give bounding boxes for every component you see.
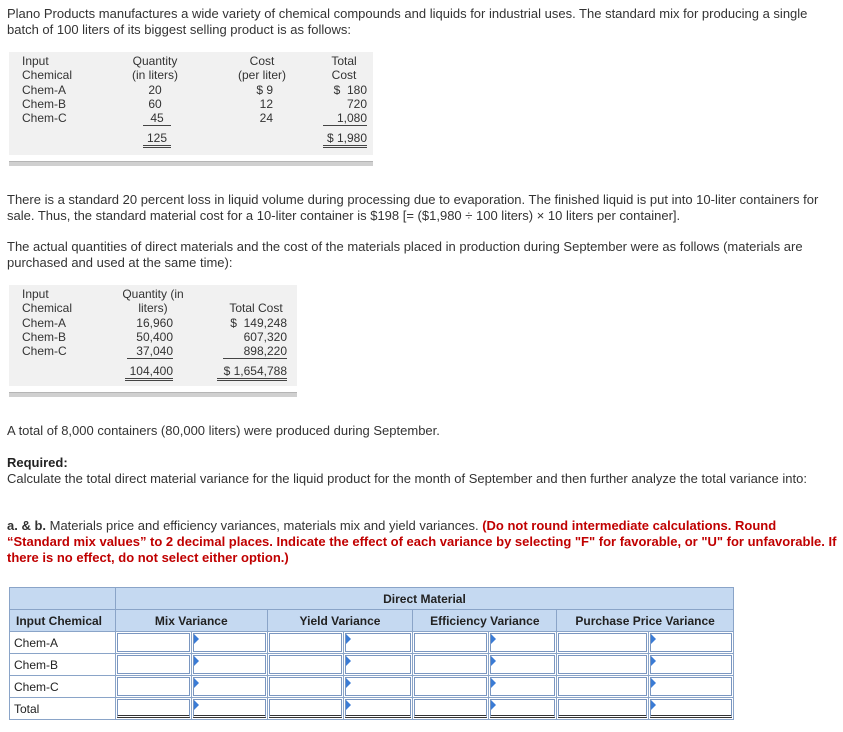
yield-variance-amount-input[interactable] [267,632,343,654]
act-header-qty-1: Quantity (in [122,287,184,301]
efficiency-variance-amount-input[interactable] [413,698,489,720]
col-header-purchase-price-variance: Purchase Price Variance [557,610,734,632]
price-variance-amount-input[interactable] [557,654,649,676]
std-row-quantity: 20 [148,83,162,97]
mix-variance-fu-select[interactable] [191,654,267,676]
yield-variance-fu-select[interactable] [343,676,413,698]
dropdown-arrow-icon [346,634,351,644]
grid-corner [10,588,116,610]
intro-paragraph: Plano Products manufactures a wide variety of chemical compounds and liquids for industrial uses. The standard mix for producing a single batch of 100 liters of its biggest selling product is as follows: [7,6,808,37]
act-header-input-1: Input [22,287,49,301]
std-row-cost: 24 [259,111,273,125]
mix-variance-amount-input[interactable] [115,654,191,676]
yield-variance-fu-select[interactable] [343,698,413,720]
grid-row-total [10,698,734,720]
actual-paragraph: The actual quantities of direct materials and the cost of the materials placed in production during September were as follows (materials are purchased and used at the same time): [7,239,803,270]
actual-materials-table [9,285,297,386]
std-header-qty-1: Quantity [132,54,178,68]
row-label: Chem-C [10,676,116,698]
variance-answer-grid [9,587,734,720]
act-row-quantity: 50,400 [136,330,173,344]
std-header-cost-1: Cost [249,54,275,68]
act-row-chemical: Chem-A [22,316,67,330]
std-header-total-1: Total [331,54,357,68]
dropdown-arrow-icon [491,700,496,710]
grid-row-chem-c [10,676,734,698]
std-row-cost: 12 [259,97,273,111]
table-scrollbar[interactable] [9,392,297,397]
std-header-qty-2: (in liters) [131,68,178,82]
price-variance-amount-input[interactable] [557,632,649,654]
col-header-mix-variance: Mix Variance [115,610,267,632]
std-total-quantity: 125 [143,131,171,148]
efficiency-variance-fu-select[interactable] [489,676,557,698]
dropdown-arrow-icon [651,678,656,688]
row-label: Chem-B [10,654,116,676]
part-label: a. & b. [7,518,47,533]
efficiency-variance-fu-select[interactable] [489,654,557,676]
grid-row-chem-a [10,632,734,654]
mix-variance-fu-select[interactable] [191,676,267,698]
table-scrollbar[interactable] [9,161,373,166]
row-label: Total [10,698,116,720]
std-row-total: $ 180 [333,83,367,97]
dropdown-arrow-icon [651,700,656,710]
efficiency-variance-fu-select[interactable] [489,698,557,720]
std-row-quantity: 45 [143,111,171,126]
price-variance-amount-input[interactable] [557,676,649,698]
efficiency-variance-amount-input[interactable] [413,676,489,698]
mix-variance-amount-input[interactable] [115,698,191,720]
std-header-input-2: Chemical [22,68,73,82]
std-total-cost: $ 1,980 [323,131,367,148]
mix-variance-amount-input[interactable] [115,676,191,698]
yield-variance-fu-select[interactable] [343,632,413,654]
dropdown-arrow-icon [651,634,656,644]
std-row-chemical: Chem-B [22,97,67,111]
dropdown-arrow-icon [491,678,496,688]
dropdown-arrow-icon [651,656,656,666]
act-row-total: $ 149,248 [230,316,287,330]
std-header-input-1: Input [22,54,49,68]
std-row-chemical: Chem-C [22,111,67,125]
mix-variance-fu-select[interactable] [191,698,267,720]
required-label: Required: [7,455,68,470]
std-row-total: 1,080 [323,111,367,126]
act-row-total: 898,220 [223,344,287,359]
efficiency-variance-amount-input[interactable] [413,654,489,676]
row-label: Chem-A [10,632,116,654]
price-variance-fu-select[interactable] [649,632,734,654]
yield-variance-amount-input[interactable] [267,654,343,676]
dropdown-arrow-icon [346,678,351,688]
price-variance-fu-select[interactable] [649,698,734,720]
evaporation-paragraph: There is a standard 20 percent loss in liquid volume during processing due to evaporation. The finished liquid is put into 10-liter containers for sale. Thus, the standard material cost for a 10-liter container is $198 [= ($1,980 ÷ 100 liters) × 10 liters per container]. [7,192,819,223]
dropdown-arrow-icon [491,634,496,644]
act-row-quantity: 37,040 [127,344,173,359]
part-instructions [7,518,837,566]
dropdown-arrow-icon [194,634,199,644]
yield-variance-fu-select[interactable] [343,654,413,676]
col-header-efficiency-variance: Efficiency Variance [413,610,557,632]
yield-variance-amount-input[interactable] [267,676,343,698]
efficiency-variance-amount-input[interactable] [413,632,489,654]
containers-paragraph: A total of 8,000 containers (80,000 liters) were produced during September. [7,423,440,438]
act-row-chemical: Chem-B [22,330,67,344]
dropdown-arrow-icon [346,700,351,710]
dropdown-arrow-icon [491,656,496,666]
act-row-chemical: Chem-C [22,344,67,358]
dropdown-arrow-icon [194,678,199,688]
std-row-quantity: 60 [148,97,162,111]
price-variance-amount-input[interactable] [557,698,649,720]
dropdown-arrow-icon [194,700,199,710]
mix-variance-fu-select[interactable] [191,632,267,654]
act-total-quantity: 104,400 [125,364,173,381]
std-row-chemical: Chem-A [22,83,67,97]
standard-mix-table [9,52,373,155]
direct-material-header: Direct Material [115,588,733,610]
yield-variance-amount-input[interactable] [267,698,343,720]
dropdown-arrow-icon [346,656,351,666]
act-row-total: 607,320 [243,330,287,344]
price-variance-fu-select[interactable] [649,676,734,698]
act-header-input-2: Chemical [22,301,73,315]
act-total-cost: $ 1,654,788 [217,364,287,381]
mix-variance-amount-input[interactable] [115,632,191,654]
part-text: Materials price and efficiency variances, materials mix and yield variances. [46,518,483,533]
std-row-total: 720 [346,97,367,111]
grid-row-chem-b [10,654,734,676]
std-header-cost-2: (per liter) [237,68,286,82]
std-row-cost: $ 9 [256,83,273,97]
std-header-total-2: Cost [331,68,357,82]
price-variance-fu-select[interactable] [649,654,734,676]
col-header-yield-variance: Yield Variance [267,610,413,632]
act-header-qty-2: liters) [138,301,168,315]
act-header-total: Total Cost [229,301,283,315]
part-red-instructions: (Do not round intermediate calculations. Round “Standard mix values” to 2 decimal places. Indicate the effect of each variance by selecting "F" for favorable, or "U" for unfavorable. If there is no effect, do not select either option.) [7,518,837,565]
efficiency-variance-fu-select[interactable] [489,632,557,654]
col-header-input-chemical: Input Chemical [10,610,116,632]
required-text: Calculate the total direct material variance for the liquid product for the month of September and then further analyze the total variance into: [7,471,807,486]
act-row-quantity: 16,960 [136,316,173,330]
dropdown-arrow-icon [194,656,199,666]
